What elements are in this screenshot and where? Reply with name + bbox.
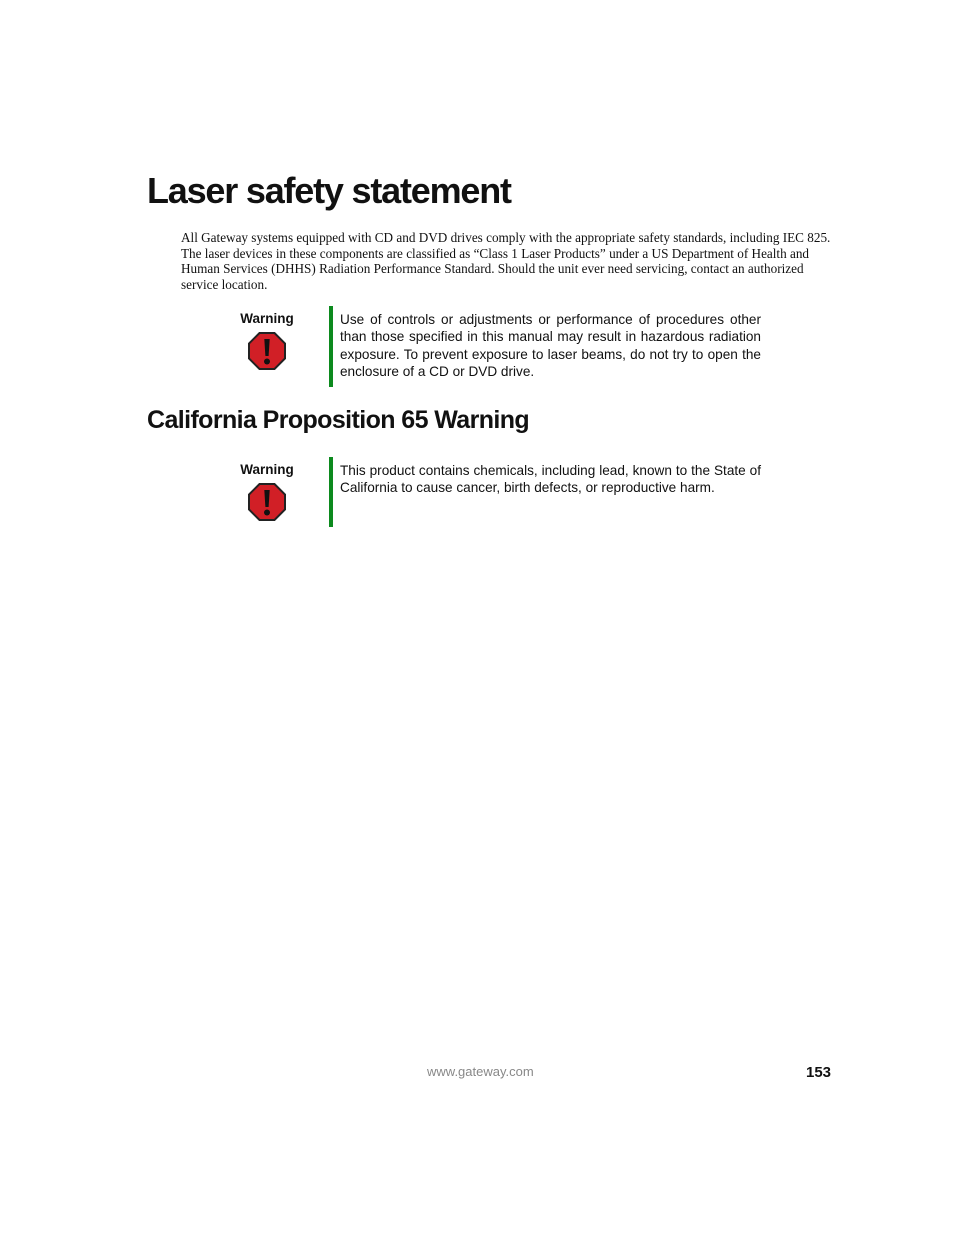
warning-bar: [329, 457, 333, 527]
warning-label: Warning: [240, 311, 294, 326]
page-number: 153: [806, 1064, 832, 1081]
warning-text: This product contains chemicals, including lead, known to the State of California to cause cancer, birth defects, or reproductive harm.: [340, 463, 761, 496]
warning-text: Use of controls or adjustments or performance of procedures other than those specified in this manual may result in hazardous radiation exposure. To prevent exposure to laser beams, do not try to open the enclosure of a CD or DVD drive.: [340, 312, 761, 379]
warning-label: Warning: [240, 462, 294, 477]
laser-safety-paragraph: All Gateway systems equipped with CD and DVD drives comply with the appropriate safety standards, including IEC 825. The laser devices in these components are classified as “Class 1 Laser Products” under a US Department of Health and Human Services (DHHS) Radiation Performance Standard. Should the unit ever need servicing, contact an authorized service location.: [181, 230, 831, 292]
footer-url: www.gateway.com: [427, 1064, 534, 1079]
section-heading-prop65: California Proposition 65 Warning: [147, 406, 530, 434]
warning-stop-icon: [248, 332, 286, 370]
page-title: Laser safety statement: [147, 170, 511, 211]
warning-stop-icon: [248, 483, 286, 521]
warning-bar: [329, 306, 333, 387]
